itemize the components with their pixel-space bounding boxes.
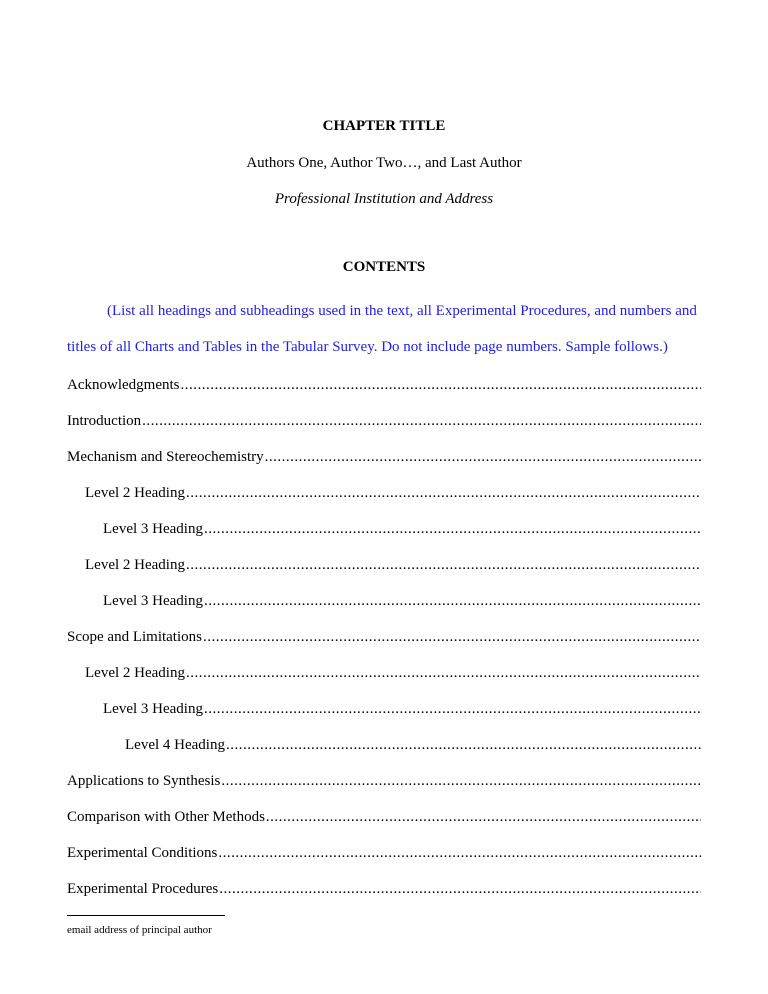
toc-dot-leader (204, 583, 701, 619)
toc-entry (67, 763, 701, 799)
toc-entry (67, 655, 701, 691)
table-of-contents (67, 367, 701, 907)
toc-dot-leader (265, 439, 701, 475)
toc-entry-text: Level 3 Heading (103, 521, 203, 537)
toc-dot-leader (219, 871, 701, 907)
authors-line: Authors One, Author Two…, and Last Author (246, 155, 522, 171)
toc-dot-leader (186, 655, 701, 691)
toc-dot-leader (180, 367, 701, 403)
toc-entry-text: Introduction (67, 413, 142, 429)
contents-heading: CONTENTS (342, 259, 426, 275)
toc-entry (67, 727, 701, 763)
toc-entry (67, 511, 701, 547)
toc-entry-text: Level 2 Heading (85, 665, 185, 681)
toc-entry-text: Experimental Procedures (67, 881, 219, 897)
toc-dot-leader (142, 403, 701, 439)
footnote-email: email address of principal author (67, 924, 212, 936)
toc-dot-leader (266, 799, 701, 835)
contents-instruction: (List all headings and subheadings used in the text, all Experimental Procedures, and numbers and titles of all Charts and Tables in the Tabular Survey. Do not include page numbers. Sample follows.) (67, 303, 697, 355)
toc-dot-leader (186, 547, 701, 583)
toc-entry (67, 619, 701, 655)
toc-dot-leader (204, 511, 701, 547)
toc-entry (67, 691, 701, 727)
toc-dot-leader (221, 763, 701, 799)
toc-entry-text: Level 3 Heading (103, 701, 203, 717)
toc-entry-text: Applications to Synthesis (67, 773, 221, 789)
toc-entry-text: Acknowledgments (67, 377, 180, 393)
toc-entry-text: Mechanism and Stereochemistry (67, 449, 264, 465)
footnote-divider (67, 915, 225, 916)
toc-dot-leader (204, 691, 701, 727)
toc-entry (67, 799, 701, 835)
toc-entry-text: Level 3 Heading (103, 593, 203, 609)
toc-entry-text: Experimental Conditions (67, 845, 218, 861)
institution-line: Professional Institution and Address (274, 191, 494, 207)
toc-dot-leader (186, 475, 701, 511)
toc-entry-text: Level 2 Heading (85, 485, 185, 501)
chapter-title: CHAPTER TITLE (322, 118, 446, 134)
toc-entry (67, 403, 701, 439)
toc-entry-text: Comparison with Other Methods (67, 809, 265, 825)
toc-dot-leader (218, 835, 701, 871)
toc-entry-text: Scope and Limitations (67, 629, 202, 645)
toc-entry-text: Level 2 Heading (85, 557, 185, 573)
toc-entry (67, 439, 701, 475)
toc-dot-leader (226, 727, 701, 763)
toc-entry (67, 547, 701, 583)
toc-entry (67, 835, 701, 871)
toc-entry (67, 871, 701, 907)
toc-entry (67, 367, 701, 403)
toc-dot-leader (203, 619, 701, 655)
toc-entry (67, 475, 701, 511)
toc-entry-text: Level 4 Heading (125, 737, 225, 753)
toc-entry (67, 583, 701, 619)
